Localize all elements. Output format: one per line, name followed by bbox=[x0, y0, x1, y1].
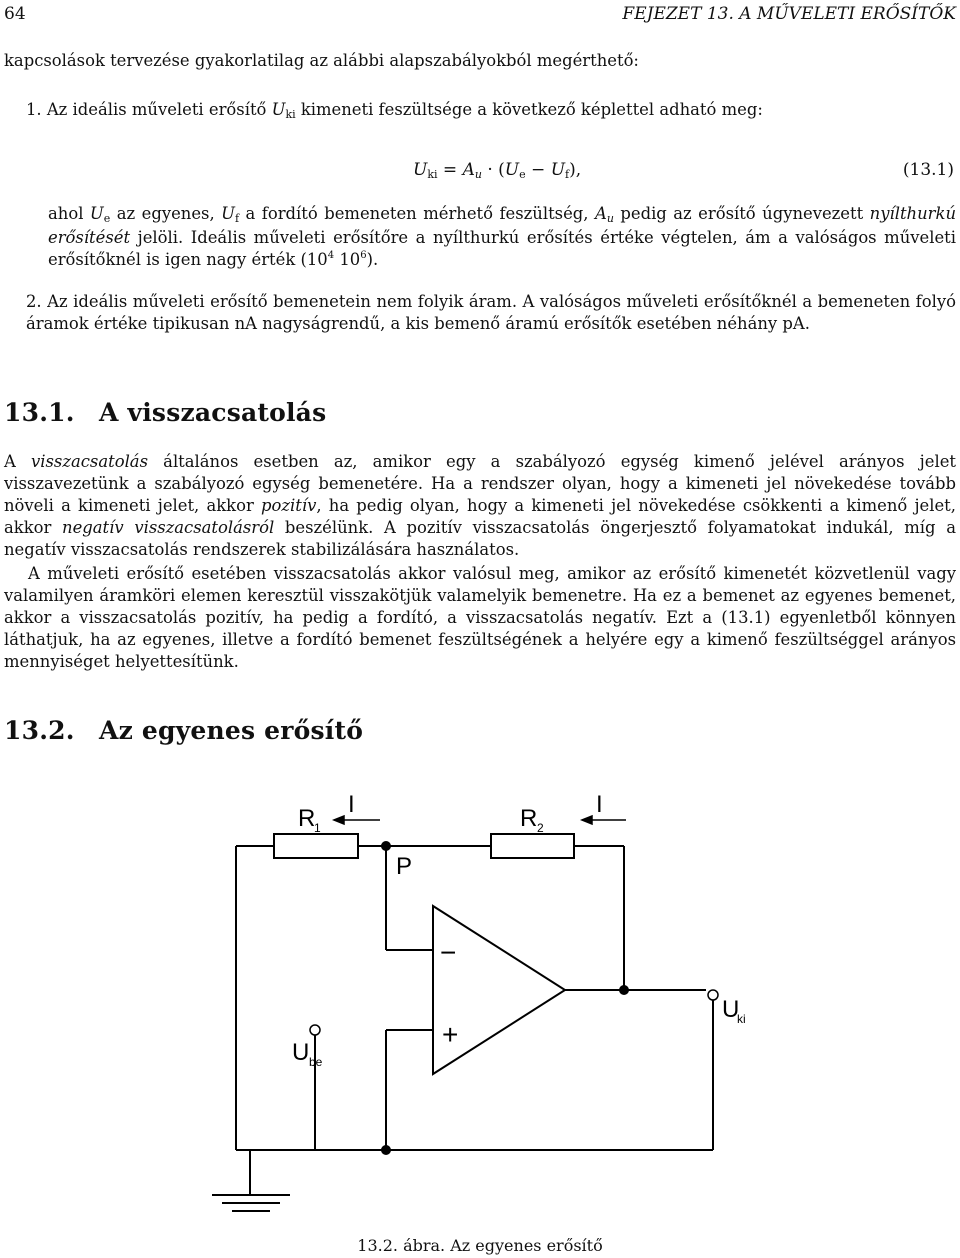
label-ube-sub: be bbox=[309, 1055, 323, 1069]
label-current-1: I bbox=[348, 791, 355, 818]
node-ground-dot bbox=[381, 1145, 391, 1155]
s1p1-c: , ha pedig olyan, hogy a kimeneti jel növekedése csökkenti a kimenő jelet, akkor bbox=[4, 496, 956, 537]
eq-dot: · ( bbox=[481, 160, 505, 180]
section-2-title: Az egyenes erősítő bbox=[99, 716, 364, 745]
label-uki: U bbox=[722, 996, 740, 1023]
current-arrow-1-head bbox=[334, 816, 344, 824]
s1p1-a: A bbox=[4, 452, 32, 471]
eq-equals: = bbox=[437, 160, 463, 180]
label-minus-input: − bbox=[440, 937, 457, 968]
label-r1: R bbox=[298, 805, 316, 832]
r1t-a-sym: A bbox=[594, 204, 607, 223]
current-arrow-2-head bbox=[582, 816, 592, 824]
label-current-2: I bbox=[596, 791, 603, 818]
rule-1-sub: ki bbox=[285, 108, 296, 121]
s1p1-it1: visszacsatolás bbox=[31, 452, 148, 471]
rule-1-symbol: U bbox=[271, 100, 286, 119]
r1t-f: f bbox=[234, 212, 240, 225]
r1t-ue: U bbox=[89, 204, 104, 223]
r1t-u: u bbox=[606, 212, 614, 225]
r1t-b: az egyenes, bbox=[110, 204, 222, 223]
eq-a-sub: u bbox=[474, 168, 482, 181]
rule-1 bbox=[26, 99, 763, 123]
rule-1-lead: 1. Az ideális műveleti erősítő bbox=[26, 100, 272, 119]
chapter-header: FEJEZET 13. A MŰVELETI ERŐSÍTŐK bbox=[622, 4, 956, 24]
label-node-p: P bbox=[396, 853, 413, 880]
eq-ue: U bbox=[504, 160, 520, 180]
s1p1-b: általános esetben az, amikor egy a szabályozó egység kimenő jelével arányos jelet visszavezetünk a szabályozó egység bemenetére. Ha a rendszer olyan, hogy a kimeneti jel növekedése tovább növeli a kimeneti jelet, akkor bbox=[4, 452, 956, 515]
rule-1-tail: kimeneti feszültsége a következő képlettel adható meg: bbox=[295, 100, 763, 119]
r1t-dash: 10 bbox=[334, 250, 361, 269]
s1p1-it2: pozitív bbox=[261, 496, 317, 515]
eq-close: ), bbox=[569, 160, 582, 180]
label-plus-input: + bbox=[442, 1019, 459, 1050]
page-number: 64 bbox=[4, 4, 26, 24]
r1t-end: ). bbox=[366, 250, 379, 269]
equation bbox=[413, 159, 581, 183]
r1t-e2: jelöli. Ideális műveleti erősítőre a nyílthurkú erősítés értéke végtelen, ám a valóságos műveleti erősítőknél is igen nagy érték (10 bbox=[48, 228, 956, 269]
r1t-uf: U bbox=[221, 204, 235, 223]
resistor-r2 bbox=[491, 834, 574, 858]
r1t-exp1: 4 bbox=[327, 250, 335, 261]
label-uki-sub: ki bbox=[737, 1012, 746, 1026]
s1p1-d: beszélünk. A pozitív visszacsatolás öngerjesztő folyamatokat indukál, míg a negatív visszacsatolás rendszerek stabilizálására használatos. bbox=[4, 518, 956, 559]
r1t-d: pedig az erősítő úgynevezett bbox=[613, 204, 864, 223]
section-2-number: 13.2. bbox=[4, 716, 75, 745]
terminal-ube-top bbox=[310, 1025, 320, 1035]
section-1-number: 13.1. bbox=[4, 398, 75, 427]
noninverting-amplifier-circuit bbox=[0, 760, 960, 1230]
eq-a: A bbox=[462, 160, 475, 180]
r1t-a: ahol bbox=[48, 204, 90, 223]
section-1-paragraph-2: A műveleti erősítő esetében visszacsatolás akkor valósul meg, amikor az erősítő kimenetét közvetlenül vagy valamilyen áramköri elemen keresztül visszakötjük valamelyik bemenetre. Ha ez a bemenet az egyenes bemenet, akkor a visszacsatolás pozitív, ha pedig a fordító, a visszacsatolás negatív. Ezt a (13.1) egyenletből könnyen láthatjuk, ha az egyenes, illetve a fordító bemenet feszültségének a helyére egy a kimenő feszültséggel arányos mennyiséget helyettesítünk. bbox=[4, 564, 956, 671]
label-r1-sub: 1 bbox=[314, 821, 321, 835]
intro-text: kapcsolások tervezése gyakorlatilag az alábbi alapszabályokból megérthető: bbox=[4, 51, 639, 70]
eq-uf-sub: f bbox=[565, 168, 570, 181]
eq-lhs: U bbox=[413, 160, 428, 180]
ground-symbol bbox=[212, 1150, 290, 1211]
rule-1-explanation bbox=[48, 203, 956, 274]
equation-number: (13.1) bbox=[902, 160, 954, 180]
label-r2-sub: 2 bbox=[537, 821, 544, 835]
label-ube: U bbox=[292, 1039, 310, 1066]
node-output-dot bbox=[619, 985, 629, 995]
eq-ue-sub: e bbox=[519, 168, 526, 181]
section-1-paragraph-1 bbox=[4, 451, 956, 561]
r1t-exp2: 6 bbox=[360, 250, 367, 261]
r1t-italic: nyílthurkú erősítését bbox=[48, 204, 956, 247]
eq-lhs-sub: ki bbox=[427, 168, 438, 181]
section-1-title: A visszacsatolás bbox=[99, 398, 327, 427]
terminal-uki-top bbox=[708, 990, 718, 1000]
figure-caption: 13.2. ábra. Az egyenes erősítő bbox=[357, 1236, 603, 1255]
rule-2-text: 2. Az ideális műveleti erősítő bemenetein nem folyik áram. A valóságos műveleti erősítőknél a bemeneten folyó áramok értéke tipikusan nA nagyságrendű, a kis bemenő áramú erősítők esetében néhány pA. bbox=[26, 292, 956, 333]
eq-minus: − bbox=[525, 160, 551, 180]
node-p-dot bbox=[381, 841, 391, 851]
r1t-e: e bbox=[103, 212, 111, 225]
current-arrows bbox=[334, 816, 626, 824]
eq-uf: U bbox=[550, 160, 566, 180]
rule-2 bbox=[26, 291, 956, 335]
r1t-c: a fordító bemeneten mérhető feszültség, bbox=[239, 204, 595, 223]
resistor-r1 bbox=[274, 834, 358, 858]
label-r2: R bbox=[520, 805, 538, 832]
s1p1-it3: negatív visszacsatolásról bbox=[62, 518, 275, 537]
